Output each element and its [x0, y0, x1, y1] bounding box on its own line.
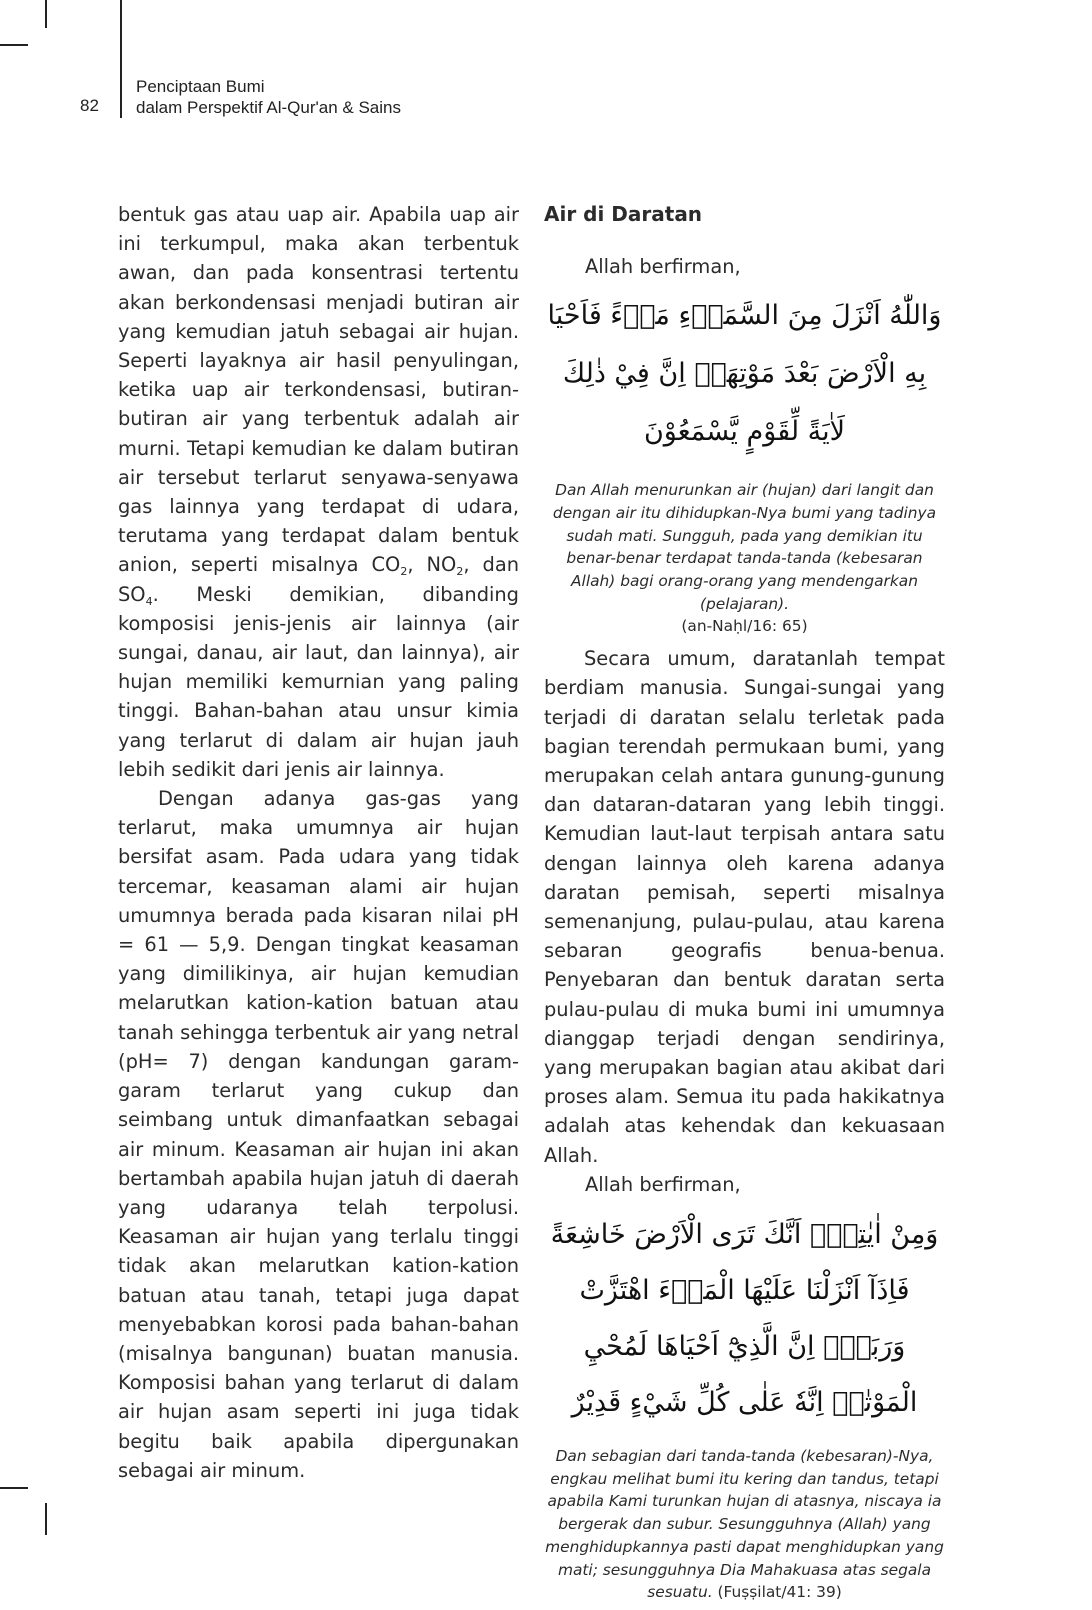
- translation-1-text: Dan Allah menurunkan air (hujan) dari langit dan dengan air itu dihidupkan-Nya bumi yang tadinya sudah mati. Sungguh, pada yang demikian itu benar-benar terdapat tanda-tanda (kebesaran Allah) bagi orang-orang yang mendengarkan (pelajaran).: [552, 481, 937, 613]
- intro-allah-berfirman-1: Allah berfirman,: [585, 255, 741, 278]
- subscript-co2: 2: [400, 565, 408, 579]
- left-column: [118, 200, 519, 1485]
- subscript-so4: 4: [145, 594, 153, 608]
- right-paragraph-1: Secara umum, daratanlah tempat berdiam manusia. Sungai-sungai yang terjadi di daratan selalu terletak pada bagian terendah permukaan bumi, yang merupakan celah antara gunung-gunung dan dataran-dataran yang lebih tinggi. Kemudian laut-laut terpisah antara satu dengan lainnya oleh karena adanya daratan pemisah, seperti misalnya semenanjung, pulau-pulau, atau karena sebaran geografis benua-benua. Penyebaran dan bentuk daratan serta pulau-pulau di muka bumi ini umumnya dianggap terjadi dengan sendirinya, yang merupakan bagian atau akibat dari proses alam. Semua itu pada hakikatnya adalah atas kehendak dan kekuasaan Allah.: [544, 647, 945, 1167]
- header-divider: [120, 0, 122, 118]
- left-p1-text-a: bentuk gas atau uap air. Apabila uap air ini terkumpul, maka akan terbentuk awan, dan pada konsentrasi tertentu akan berkondensasi menjadi butiran air yang kemudian jatuh sebagai air hujan. Seperti layaknya air hasil penyulingan, ketika uap air terkondensasi, butiran-butiran air yang terbentuk adalah air murni. Tetapi kemudian ke dalam butiran air tersebut terlarut senyawa-senyawa gas lainnya yang terdapat di udara, terutama yang terdapat dalam bentuk anion, seperti misalnya CO: [118, 203, 519, 577]
- verse-citation-1: (an-Naḥl/16: 65): [681, 617, 808, 636]
- crop-mark-top-vertical: [45, 0, 47, 28]
- left-paragraph-2: Dengan adanya gas-gas yang terlarut, maka umumnya air hujan bersifat asam. Pada udara yang tidak tercemar, keasaman alami air hujan umumnya berada pada kisaran nilai pH = 61 — 5,9. Dengan tingkat keasaman yang dimilikinya, air hujan kemudian melarutkan kation-kation batuan atau tanah sehingga terbentuk air yang netral (pH= 7) dengan kandungan garam-garam terlarut yang cukup dan seimbang untuk dimanfaatkan sebagai air minum. Keasaman air hujan ini akan bertambah apabila hujan jatuh di daerah yang udaranya telah terpolusi. Keasaman air hujan yang terlalu tinggi tidak akan melarutkan kation-kation batuan atau tanah, tetapi juga dapat menyebabkan korosi pada bahan-bahan (misalnya bangunan) buatan manusia. Komposisi bahan yang terlarut di dalam air hujan asam seperti ini juga tidak begitu baik apabila dipergunakan sebagai air minum.: [118, 787, 519, 1482]
- crop-mark-bottom-vertical: [45, 1503, 47, 1535]
- section-title: Air di Daratan: [544, 202, 703, 226]
- translation-2-text: Dan sebagian dari tanda-tanda (kebesaran)-Nya, engkau melihat bumi itu kering dan tandus, tetapi apabila Kami turunkan hujan di atasnya, niscaya ia bergerak dan subur. Sesungguhnya (Allah) yang menghidupkannya pasti dapat menghidupkan yang mati; sesungguhnya Dia Mahakuasa atas segala sesuatu.: [545, 1446, 944, 1602]
- left-p1-text-c: , dan SO: [118, 553, 519, 606]
- running-head-line2: dalam Perspektif Al-Qur'an & Sains: [136, 98, 401, 117]
- verse-translation-1: [544, 479, 945, 638]
- verse-translation-2: [544, 1445, 945, 1604]
- left-paragraph-1: [118, 200, 519, 784]
- left-p1-text-d: . Meski demikian, dibanding komposisi jenis-jenis air lainnya (air sungai, danau, air laut, dan lainnya), air hujan memiliki kemurnian yang paling tinggi. Bahan-bahan atau unsur kimia yang terlarut di dalam air hujan jauh lebih sedikit dari jenis air lainnya.: [118, 582, 519, 781]
- intro-allah-berfirman-2: Allah berfirman,: [585, 1172, 741, 1196]
- subscript-no2: 2: [456, 565, 464, 579]
- crop-mark-top-horizontal: [0, 44, 28, 46]
- right-column: [544, 200, 945, 1610]
- running-head: [136, 76, 401, 118]
- page-number: 82: [80, 96, 99, 115]
- left-p1-text-b: , NO: [407, 553, 457, 577]
- verse-citation-2: (Fuṣṣilat/41: 39): [717, 1583, 842, 1602]
- quran-verse-1: وَاللّٰهُ اَنْزَلَ مِنَ السَّمَاۤءِ مَاۤءً فَاَحْيَا بِهِ الْاَرْضَ بَعْدَ مَوْتِهَاۗ اِنَّ فِيْ ذٰلِكَ لَاٰيَةً لِّقَوْمٍ يَّسْمَعُوْنَ: [547, 300, 942, 448]
- running-head-line1: Penciptaan Bumi: [136, 77, 265, 96]
- crop-mark-bottom-horizontal: [0, 1487, 28, 1489]
- quran-verse-2: وَمِنْ اٰيٰتِهٖٓ اَنَّكَ تَرَى الْاَرْضَ خَاشِعَةً فَاِذَآ اَنْزَلْنَا عَلَيْهَا الْمَاۤءَ اهْتَزَّتْ وَرَبَتْۗ اِنَّ الَّذِيْٓ اَحْيَاهَا لَمُحْيِ الْمَوْتٰىۗ اِنَّهٗ عَلٰى كُلِّ شَيْءٍ قَدِيْرٌ: [550, 1218, 939, 1418]
